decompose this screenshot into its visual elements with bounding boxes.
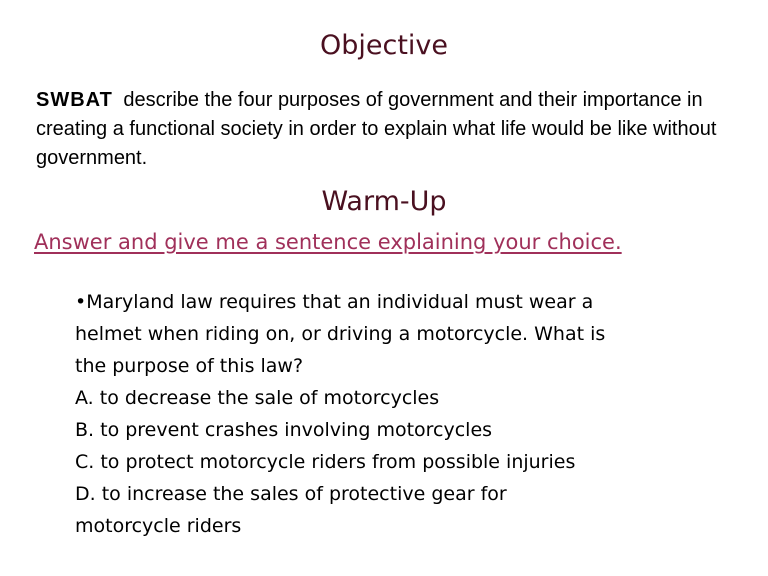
question-line: •Maryland law requires that an individual must wear a [75,291,594,313]
answer-option-a: A. to decrease the sale of motorcycles [75,387,440,409]
answer-option-c: C. to protect motorcycle riders from possible injuries [75,451,576,473]
question-block [75,286,715,542]
answer-option-d: D. to increase the sales of protective gear for [75,483,507,505]
warmup-title: Warm-Up [321,186,447,217]
objective-title: Objective [319,30,449,61]
objective-body: describe the four purposes of government and their importance in creating a functional society in order to explain what life would be like without government. [36,89,717,169]
warmup-instruction: Answer and give me a sentence explaining your choice. [34,230,622,254]
answer-option-b: B. to prevent crashes involving motorcycles [75,419,493,441]
answer-option-d-continued: motorcycle riders [75,515,242,537]
question-line: the purpose of this law? [75,355,304,377]
objective-statement [36,86,751,173]
question-line: helmet when riding on, or driving a motorcycle. What is [75,323,606,345]
swbat-label: SWBAT [36,89,113,111]
